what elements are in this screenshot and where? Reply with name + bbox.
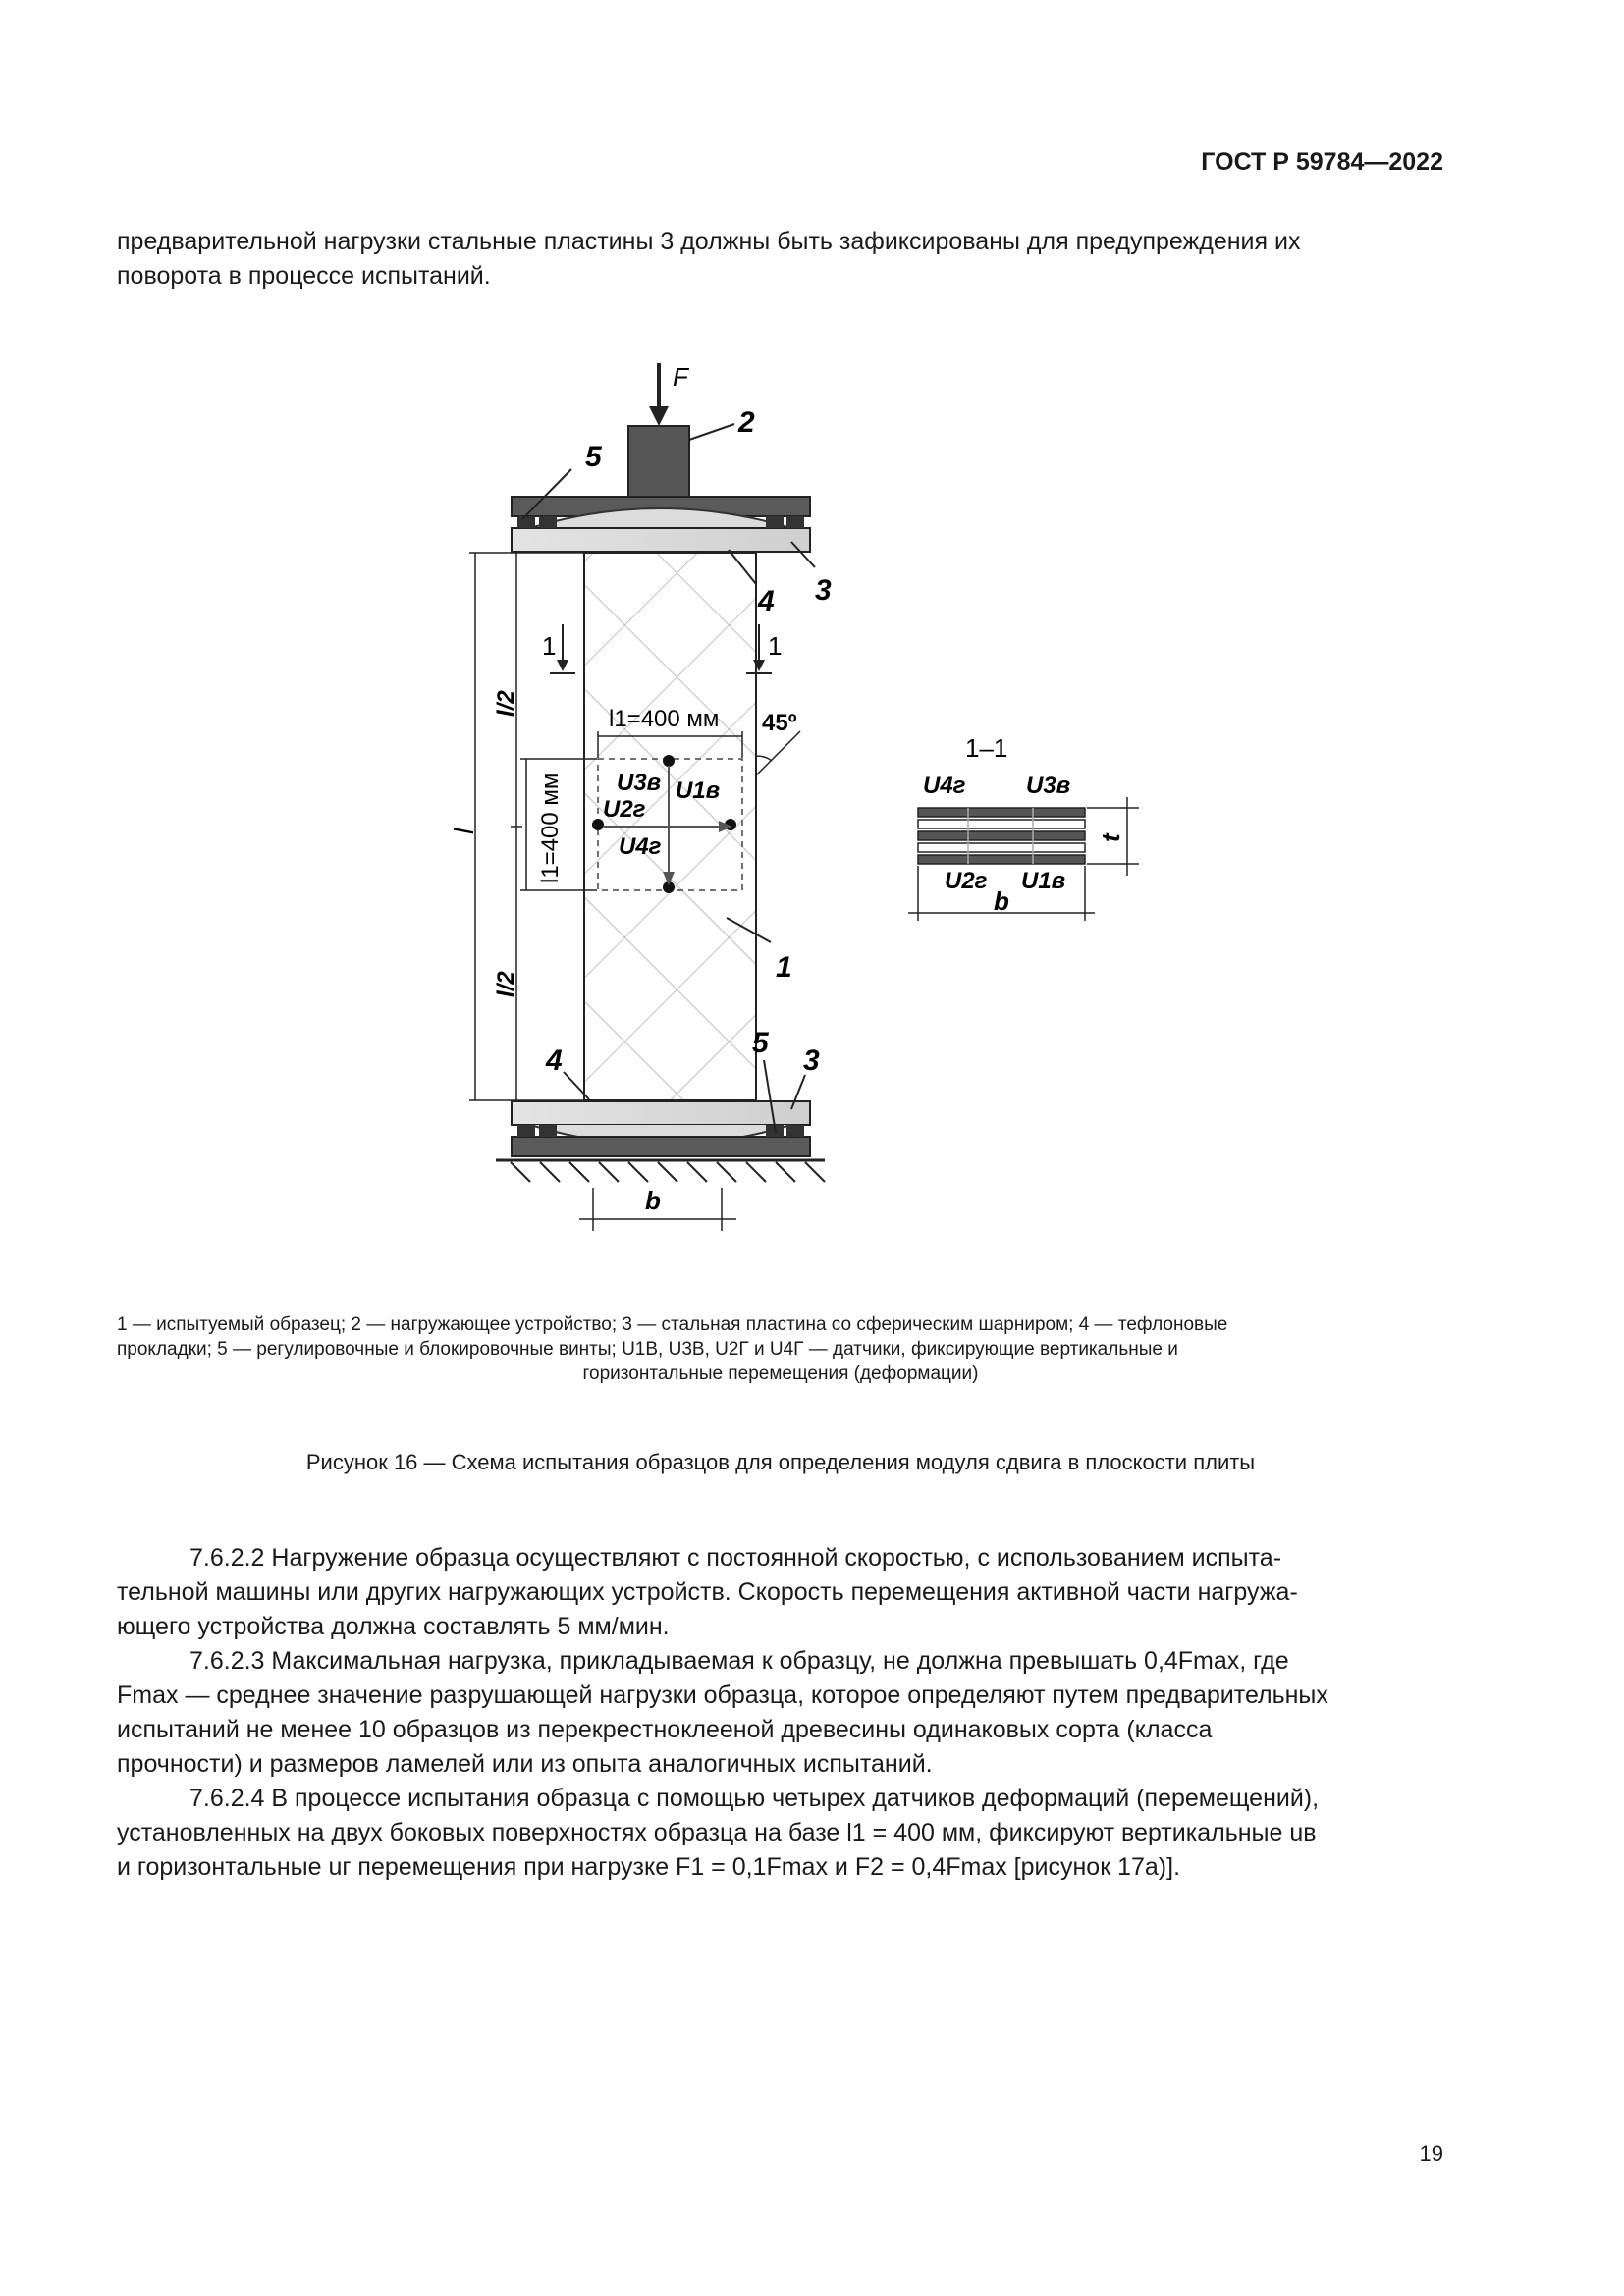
half-length-lower-label: l/2 bbox=[493, 971, 519, 997]
intro-line: поворота в процессе испытаний. bbox=[117, 262, 491, 290]
legend-line: прокладки; 5 — регулировочные и блокировочные винты; U1В, U3В, U2Г и U4Г — датчики, фиксирующие вертикальные и bbox=[117, 1339, 1178, 1360]
legend-line: 1 — испытуемый образец; 2 — нагружающее устройство; 3 — стальная пластина со сферическим шарниром; 4 — тефлоновые bbox=[117, 1314, 1228, 1335]
load-arrow bbox=[649, 363, 669, 426]
top-steel-plate bbox=[512, 528, 810, 552]
width-label: b bbox=[645, 1186, 661, 1215]
item-number-3-bottom: 3 bbox=[803, 1044, 820, 1077]
ground-support bbox=[496, 1160, 825, 1182]
thickness-label: t bbox=[1096, 833, 1125, 842]
length-label: l bbox=[449, 828, 479, 834]
section-7-6-2-2-line: тельной машины или других нагружающих устройств. Скорость перемещения активной части нагружа- bbox=[117, 1578, 1298, 1606]
section-u2g-label: U2г bbox=[945, 868, 988, 894]
half-length-upper-label: l/2 bbox=[493, 690, 519, 717]
section-width-label: b bbox=[994, 886, 1009, 916]
item-number-5-bottom: 5 bbox=[752, 1027, 769, 1059]
section-mark-right-label: 1 bbox=[768, 631, 783, 661]
sensor-u4g-label: U4г bbox=[619, 833, 662, 860]
base-length-vertical-label: l1=400 мм bbox=[537, 773, 564, 883]
section-7-6-2-3-line: прочности) и размеров ламелей или из опыта аналогичных испытаний. bbox=[117, 1750, 933, 1778]
item-number-5: 5 bbox=[585, 441, 602, 473]
section-u1v-label: U1в bbox=[1021, 868, 1066, 894]
section-layers bbox=[918, 808, 1085, 864]
section-u3v-label: U3в bbox=[1026, 773, 1071, 799]
section-7-6-2-3-line: испытаний не менее 10 образцов из перекрестноклееной древесины одинаковых сорта (класса bbox=[117, 1716, 1213, 1743]
sensor-u2g-label: U2г bbox=[603, 796, 646, 823]
force-label: F bbox=[673, 362, 688, 392]
section-7-6-2-3-line: Fmax — среднее значение разрушающей нагрузки образца, которое определяют путем предварительных bbox=[117, 1682, 1328, 1709]
section-7-6-2-4-line: и горизонтальные uг перемещения при нагрузке F1 = 0,1Fmax и F2 = 0,4Fmax [рисунок 17а)]. bbox=[117, 1853, 1181, 1881]
section-7-6-2-4-line: 7.6.2.4 В процессе испытания образца с помощью четырех датчиков деформаций (перемещений), bbox=[189, 1785, 1320, 1812]
section-7-6-2-4-line: установленных на двух боковых поверхностях образца на базе l1 = 400 мм, фиксируют вертикальные uв bbox=[117, 1819, 1317, 1846]
sensor-u1v-label: U1в bbox=[676, 777, 721, 804]
section-7-6-2-2-line: 7.6.2.2 Нагружение образца осуществляют с постоянной скоростью, с использованием испыта- bbox=[189, 1544, 1282, 1572]
loading-device bbox=[628, 426, 689, 497]
section-7-6-2-2-line: ющего устройства должна составлять 5 мм/мин. bbox=[117, 1613, 670, 1640]
bottom-loading-plate bbox=[512, 1137, 810, 1156]
item-number-2: 2 bbox=[738, 406, 755, 439]
item-number-4-bottom: 4 bbox=[546, 1044, 563, 1077]
section-7-6-2-3-line: 7.6.2.3 Максимальная нагрузка, прикладываемая к образцу, не должна превышать 0,4Fmax, где bbox=[189, 1647, 1289, 1675]
angle-label: 45º bbox=[762, 710, 797, 736]
legend-line: горизонтальные перемещения (деформации) bbox=[582, 1363, 979, 1384]
sensor-u3v-label: U3в bbox=[617, 770, 662, 796]
section-u4g-label: U4г bbox=[923, 773, 966, 799]
figure-caption: Рисунок 16 — Схема испытания образцов для определения модуля сдвига в плоскости плиты bbox=[305, 1450, 1256, 1474]
item-number-3-top: 3 bbox=[815, 574, 832, 607]
item-number-4-top: 4 bbox=[758, 585, 775, 617]
intro-line: предварительной нагрузки стальные пластины 3 должны быть зафиксированы для предупреждения их bbox=[117, 228, 1301, 255]
figure-legend bbox=[117, 1312, 1444, 1386]
item-number-1: 1 bbox=[776, 951, 792, 984]
section-title: 1–1 bbox=[965, 733, 1008, 763]
section-mark-left-label: 1 bbox=[542, 631, 557, 661]
body-text bbox=[117, 1541, 1444, 1885]
document-id: ГОСТ Р 59784—2022 bbox=[1201, 148, 1443, 176]
base-length-horizontal-label: l1=400 мм bbox=[609, 706, 720, 732]
page-number: 19 bbox=[1419, 2141, 1443, 2165]
bottom-steel-plate bbox=[512, 1101, 810, 1125]
